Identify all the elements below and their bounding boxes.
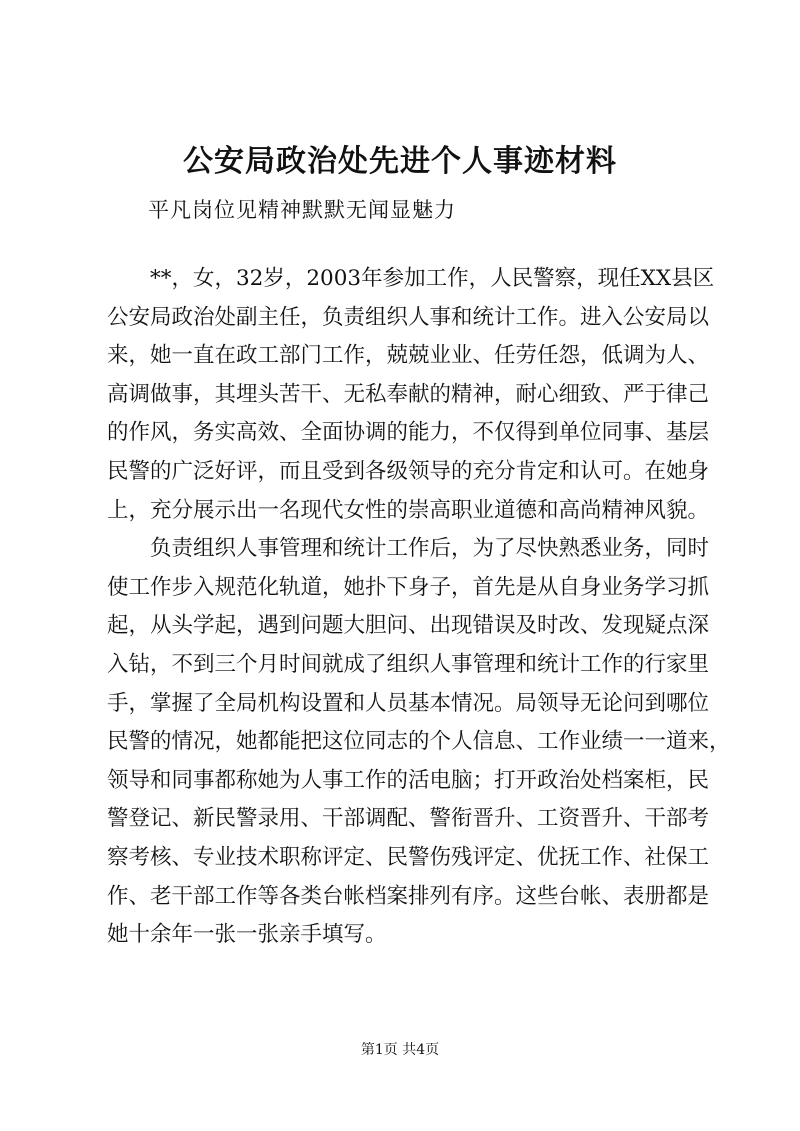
text-line: 起，从头学起，遇到问题大胆问、出现错误及时改、发现疑点深 [107, 613, 710, 639]
text-line: 警登记、新民警录用、干部调配、警衔晋升、工资晋升、干部考 [107, 806, 710, 832]
document-subtitle: 平凡岗位见精神默默无闻显魅力 [148, 198, 456, 222]
text-line: 的作风，务实高效、全面协调的能力，不仅得到单位同事、基层 [107, 420, 710, 446]
page-footer: 第1页 共4页 [360, 1042, 440, 1058]
text-line: 公安局政治处副主任，负责组织人事和统计工作。进入公安局以 [107, 304, 710, 330]
text-line: 上，充分展示出一名现代女性的崇高职业道德和高尚精神风貌。 [107, 497, 710, 523]
text-line: 领导和同事都称她为人事工作的活电脑；打开政治处档案柜，民 [107, 767, 710, 793]
document-body [107, 260, 731, 955]
paragraph-2 [107, 530, 731, 955]
text-line: 察考核、专业技术职称评定、民警伤残评定、优抚工作、社保工 [107, 844, 710, 870]
text-line: 来，她一直在政工部门工作，兢兢业业、任劳任怨，低调为人、 [107, 343, 710, 369]
text-line: 入钻，不到三个月时间就成了组织人事管理和统计工作的行家里 [107, 651, 710, 677]
paragraph-1 [107, 260, 715, 530]
text-line: 作、老干部工作等各类台帐档案排列有序。这些台帐、表册都是 [107, 883, 710, 909]
text-line: 手，掌握了全局机构设置和人员基本情况。局领导无论问到哪位 [107, 690, 710, 716]
text-line: 高调做事，其埋头苦干、无私奉献的精神，耐心细致、严于律己 [107, 381, 710, 407]
text-line: 使工作步入规范化轨道，她扑下身子，首先是从自身业务学习抓 [107, 574, 710, 600]
text-line: 民警的广泛好评，而且受到各级领导的充分肯定和认可。在她身 [107, 458, 710, 484]
document-title: 公安局政治处先进个人事迹材料 [183, 144, 617, 179]
text-line: 她十余年一张一张亲手填写。 [107, 922, 387, 948]
text-line: 负责组织人事管理和统计工作后，为了尽快熟悉业务，同时 [150, 536, 710, 562]
text-line: 民警的情况，她都能把这位同志的个人信息、工作业绩一一道来， [107, 729, 731, 755]
text-line: **，女，32岁，2003年参加工作，人民警察，现任XX县区 [150, 266, 715, 291]
